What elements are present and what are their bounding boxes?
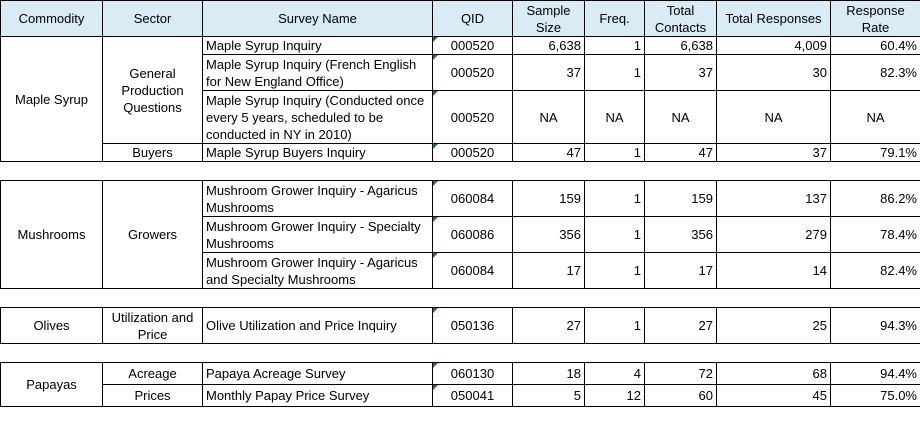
response-rate-cell[interactable]: 78.4% [831,217,920,253]
total-contacts-cell[interactable]: 17 [645,253,717,289]
sector-cell[interactable]: General Production Questions [103,37,203,144]
qid-cell[interactable]: 000520 [433,144,513,162]
sector-cell[interactable]: Buyers [103,144,203,162]
total-contacts-cell[interactable]: 159 [645,181,717,217]
qid-cell[interactable]: 050041 [433,385,513,407]
survey-name-cell[interactable]: Mushroom Grower Inquiry - Specialty Mushrooms [203,217,433,253]
sample-size-cell[interactable]: 159 [513,181,585,217]
commodity-cell[interactable]: Papayas [1,363,103,407]
qid-cell[interactable]: 060084 [433,181,513,217]
total-responses-cell[interactable]: 30 [717,55,831,91]
header-commodity[interactable]: Commodity [1,1,103,37]
spacer-cell [1,344,920,363]
total-contacts-cell[interactable]: 47 [645,144,717,162]
freq-cell[interactable]: 1 [585,217,645,253]
survey-name-cell[interactable]: Papaya Acreage Survey [203,363,433,385]
total-contacts-cell[interactable]: 356 [645,217,717,253]
response-rate-cell[interactable]: 82.3% [831,55,920,91]
qid-cell[interactable]: 060084 [433,253,513,289]
survey-name-cell[interactable]: Monthly Papay Price Survey [203,385,433,407]
table-row [1,37,920,55]
sample-size-cell[interactable]: 6,638 [513,37,585,55]
freq-cell[interactable]: 1 [585,181,645,217]
table-row [1,181,920,217]
table-row [1,385,920,407]
freq-cell[interactable]: 4 [585,363,645,385]
total-contacts-cell[interactable]: 6,638 [645,37,717,55]
total-responses-cell[interactable]: NA [717,91,831,144]
total-responses-cell[interactable]: 279 [717,217,831,253]
freq-cell[interactable]: 12 [585,385,645,407]
table-row [1,363,920,385]
survey-name-cell[interactable]: Maple Syrup Inquiry [203,37,433,55]
header-response-rate[interactable]: Response Rate [831,1,920,37]
response-rate-cell[interactable]: 86.2% [831,181,920,217]
commodity-cell[interactable]: Maple Syrup [1,37,103,162]
qid-cell[interactable]: 050136 [433,308,513,344]
qid-cell[interactable]: 060086 [433,217,513,253]
freq-cell[interactable]: 1 [585,37,645,55]
header-row [1,1,920,37]
table-row [1,308,920,344]
survey-name-cell[interactable]: Olive Utilization and Price Inquiry [203,308,433,344]
spacer-row [1,289,920,308]
total-contacts-cell[interactable]: 37 [645,55,717,91]
commodity-cell[interactable]: Olives [1,308,103,344]
freq-cell[interactable]: 1 [585,55,645,91]
freq-cell[interactable]: NA [585,91,645,144]
response-rate-cell[interactable]: NA [831,91,920,144]
spacer-row [1,162,920,181]
survey-name-cell[interactable]: Mushroom Grower Inquiry - Agaricus Mushrooms [203,181,433,217]
response-rate-cell[interactable]: 79.1% [831,144,920,162]
header-sector[interactable]: Sector [103,1,203,37]
total-responses-cell[interactable]: 25 [717,308,831,344]
response-rate-cell[interactable]: 94.3% [831,308,920,344]
table-row [1,144,920,162]
sample-size-cell[interactable]: 37 [513,55,585,91]
sector-cell[interactable]: Growers [103,181,203,289]
total-contacts-cell[interactable]: 60 [645,385,717,407]
total-contacts-cell[interactable]: 27 [645,308,717,344]
header-total-responses[interactable]: Total Responses [717,1,831,37]
spacer-cell [1,289,920,308]
total-responses-cell[interactable]: 68 [717,363,831,385]
commodity-cell[interactable]: Mushrooms [1,181,103,289]
response-rate-cell[interactable]: 75.0% [831,385,920,407]
total-responses-cell[interactable]: 4,009 [717,37,831,55]
survey-name-cell[interactable]: Maple Syrup Buyers Inquiry [203,144,433,162]
total-responses-cell[interactable]: 137 [717,181,831,217]
total-contacts-cell[interactable]: 72 [645,363,717,385]
sector-cell[interactable]: Acreage [103,363,203,385]
spacer-row [1,344,920,363]
sector-cell[interactable]: Utilization and Price [103,308,203,344]
sample-size-cell[interactable]: NA [513,91,585,144]
total-responses-cell[interactable]: 14 [717,253,831,289]
qid-cell[interactable]: 060130 [433,363,513,385]
qid-cell[interactable]: 000520 [433,37,513,55]
header-total-contacts[interactable]: Total Contacts [645,1,717,37]
response-rate-cell[interactable]: 94.4% [831,363,920,385]
total-contacts-cell[interactable]: NA [645,91,717,144]
sample-size-cell[interactable]: 356 [513,217,585,253]
freq-cell[interactable]: 1 [585,253,645,289]
spacer-cell [1,162,920,181]
header-qid[interactable]: QID [433,1,513,37]
sector-cell[interactable]: Prices [103,385,203,407]
response-rate-cell[interactable]: 82.4% [831,253,920,289]
header-freq[interactable]: Freq. [585,1,645,37]
sample-size-cell[interactable]: 18 [513,363,585,385]
survey-name-cell[interactable]: Mushroom Grower Inquiry - Agaricus and Specialty Mushrooms [203,253,433,289]
total-responses-cell[interactable]: 45 [717,385,831,407]
sample-size-cell[interactable]: 5 [513,385,585,407]
qid-cell[interactable]: 000520 [433,55,513,91]
survey-name-cell[interactable]: Maple Syrup Inquiry (French English for New England Office) [203,55,433,91]
sample-size-cell[interactable]: 47 [513,144,585,162]
total-responses-cell[interactable]: 37 [717,144,831,162]
qid-cell[interactable]: 000520 [433,91,513,144]
response-rate-cell[interactable]: 60.4% [831,37,920,55]
sample-size-cell[interactable]: 17 [513,253,585,289]
header-sample-size[interactable]: Sample Size [513,1,585,37]
freq-cell[interactable]: 1 [585,144,645,162]
survey-name-cell[interactable]: Maple Syrup Inquiry (Conducted once every 5 years, scheduled to be conducted in NY in 2010) [203,91,433,144]
sample-size-cell[interactable]: 27 [513,308,585,344]
header-survey-name[interactable]: Survey Name [203,1,433,37]
freq-cell[interactable]: 1 [585,308,645,344]
